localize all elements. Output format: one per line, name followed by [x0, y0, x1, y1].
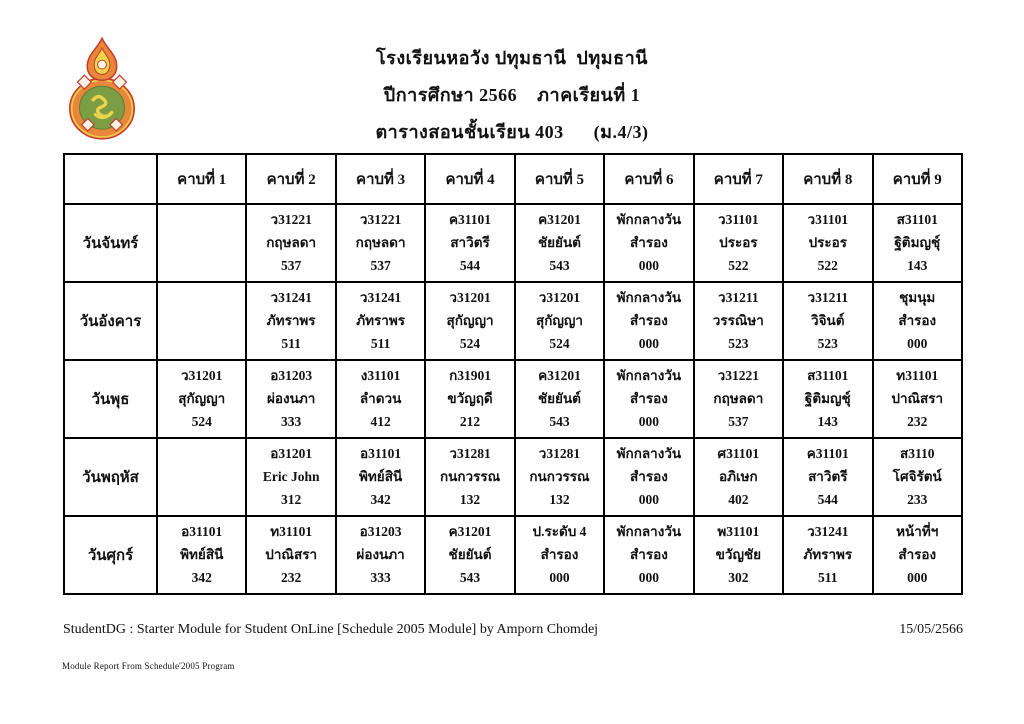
schedule-cell [515, 360, 604, 438]
teacher-name: ปาณิสรา [265, 547, 318, 562]
subject-code: ว31281 [449, 446, 491, 461]
day-row-3 [64, 360, 962, 438]
subject-code: ว31241 [270, 290, 312, 305]
teacher-name: ภัทราพร [266, 313, 316, 328]
subject-code: ว31221 [359, 212, 402, 227]
schedule-cell-content [426, 520, 513, 590]
subject-code: อ31203 [359, 524, 402, 539]
report-date: 15/05/2566 [899, 622, 963, 637]
schedule-cell-content [695, 520, 782, 590]
module-report-note: Module Report From Schedule'2005 Program [62, 661, 235, 671]
schedule-cell [694, 438, 783, 516]
subject-code: พักกลางวัน [616, 290, 682, 305]
room-number: 511 [281, 336, 301, 351]
subject-code: ว31201 [449, 290, 491, 305]
subject-code: ง31101 [360, 368, 401, 383]
schedule-cell-content [784, 520, 871, 590]
schedule-cell [873, 282, 963, 360]
teacher-name: ภัทราพร [803, 547, 853, 562]
schedule-cell-content [695, 364, 782, 434]
day-label: วันศุกร์ [64, 516, 157, 594]
subject-code: ชุมนุม [899, 290, 936, 305]
period-header-9: คาบที่ 9 [873, 154, 963, 204]
schedule-cell [873, 204, 963, 282]
schedule-cell-content [874, 442, 962, 512]
schedule-cell [783, 516, 872, 594]
schedule-cell [604, 204, 693, 282]
subject-code: ค31101 [806, 446, 849, 461]
schedule-cell [425, 516, 514, 594]
subject-code: อ31203 [270, 368, 313, 383]
room-number: 000 [638, 258, 660, 273]
teacher-name: กนกวรรณ [529, 469, 590, 484]
subject-code: พักกลางวัน [616, 524, 682, 539]
subject-code: พักกลางวัน [616, 446, 682, 461]
room-number: 524 [191, 414, 212, 429]
teacher-name: ประอร [808, 235, 847, 250]
schedule-cell [694, 360, 783, 438]
schedule-table-body [64, 204, 962, 594]
schedule-cell-content [874, 364, 962, 434]
teacher-name: ฐิติมญชุ์ [894, 235, 941, 250]
schedule-cell [157, 516, 246, 594]
teacher-name: สาวิตรี [808, 469, 848, 484]
schedule-cell [425, 438, 514, 516]
schedule-cell-content [874, 520, 962, 590]
subject-code: ว31211 [718, 290, 759, 305]
subject-code: ว31101 [718, 212, 759, 227]
schedule-cell-content [158, 520, 245, 590]
schedule-cell [425, 360, 514, 438]
room-number: 523 [728, 336, 749, 351]
room-number: 132 [549, 492, 570, 507]
period-header-2: คาบที่ 2 [246, 154, 335, 204]
subject-code: อ31101 [181, 524, 223, 539]
schedule-cell-content [337, 208, 424, 278]
teacher-name: สำรอง [540, 547, 579, 562]
room-number: 233 [907, 492, 928, 507]
schedule-cell [604, 438, 693, 516]
schedule-cell [515, 282, 604, 360]
room-number: 342 [191, 570, 212, 585]
teacher-name: ผ่องนภา [266, 391, 316, 406]
room-number: 232 [281, 570, 302, 585]
teacher-name: สำรอง [630, 469, 668, 484]
room-number: 232 [907, 414, 928, 429]
teacher-name: ผ่องนภา [356, 547, 405, 562]
teacher-name: โศจิรัตน์ [892, 469, 942, 484]
room-number: 543 [549, 258, 570, 273]
room-number: 537 [281, 258, 302, 273]
room-number: 544 [817, 492, 838, 507]
schedule-cell-content [516, 520, 603, 590]
subject-code: ค31101 [449, 212, 492, 227]
teacher-name: สำรอง [630, 313, 668, 328]
period-header-5: คาบที่ 5 [515, 154, 604, 204]
schedule-cell-content [874, 286, 962, 356]
schedule-cell [425, 204, 514, 282]
teacher-name: ลำดวน [359, 391, 402, 406]
subject-code: ศ31101 [717, 446, 760, 461]
schedule-cell-content [426, 364, 513, 434]
room-number: 342 [370, 492, 391, 507]
teacher-name: ชัยยันต์ [537, 235, 581, 250]
subject-code: ส31101 [896, 212, 938, 227]
schedule-cell-content [516, 286, 603, 356]
teacher-name: พิทย์สินี [359, 469, 403, 484]
schedule-cell [157, 438, 246, 516]
day-label: วันอังคาร [64, 282, 157, 360]
room-number: 000 [638, 492, 660, 507]
schedule-cell-content [605, 286, 692, 356]
teacher-name: Eric John [262, 469, 320, 484]
schedule-cell [246, 282, 335, 360]
subject-code: ท31101 [896, 368, 939, 383]
schedule-cell [873, 438, 963, 516]
schedule-cell [246, 360, 335, 438]
schedule-cell-content [426, 208, 513, 278]
teacher-name: สำรอง [630, 391, 668, 406]
room-number: 537 [728, 414, 749, 429]
schedule-cell-content [337, 286, 424, 356]
teacher-name: กฤษลดา [266, 235, 317, 250]
period-header-4: คาบที่ 4 [425, 154, 514, 204]
room-number: 143 [817, 414, 838, 429]
subject-code: อ31201 [270, 446, 313, 461]
day-label: วันพุธ [64, 360, 157, 438]
day-row-2 [64, 282, 962, 360]
room-number: 544 [459, 258, 481, 273]
period-header-1: คาบที่ 1 [157, 154, 246, 204]
room-number: 000 [907, 336, 928, 351]
header-row [64, 154, 962, 204]
subject-code: พ31101 [717, 524, 760, 539]
schedule-cell-content [874, 208, 962, 278]
room-number: 000 [549, 570, 570, 585]
schedule-cell [694, 516, 783, 594]
room-number: 537 [370, 258, 391, 273]
schedule-cell [246, 516, 335, 594]
schedule-cell-content [605, 520, 692, 590]
schedule-cell [604, 516, 693, 594]
subject-code: ว31221 [717, 368, 760, 383]
teacher-name: ขวัญชัย [715, 547, 762, 562]
subject-code: ว31211 [807, 290, 849, 305]
subject-code: พักกลางวัน [616, 368, 682, 383]
schedule-cell-content [337, 520, 424, 590]
schedule-cell-content [426, 286, 513, 356]
schedule-cell [336, 282, 425, 360]
teacher-name: กฤษลดา [355, 235, 406, 250]
room-number: 511 [370, 336, 391, 351]
schedule-cell-content [247, 442, 334, 512]
schedule-cell [336, 360, 425, 438]
schedule-cell [157, 282, 246, 360]
teacher-name: อภิเษก [718, 469, 758, 484]
subject-code: ว31281 [538, 446, 581, 461]
subject-code: ว31101 [807, 212, 849, 227]
schedule-cell-content [247, 364, 334, 434]
schedule-cell-content [784, 286, 871, 356]
teacher-name: สาวิตรี [450, 235, 490, 250]
room-number: 412 [370, 414, 391, 429]
day-row-4 [64, 438, 962, 516]
module-credit-text: StudentDG : Starter Module for Student OnLine [Schedule 2005 Module] by Amporn Chomdej [63, 622, 599, 637]
schedule-cell [246, 204, 335, 282]
room-number: 524 [459, 336, 481, 351]
schedule-cell-content [784, 442, 871, 512]
schedule-cell-content [695, 286, 782, 356]
schedule-cell [157, 204, 246, 282]
period-header-7: คาบที่ 7 [694, 154, 783, 204]
schedule-cell-content [247, 208, 334, 278]
schedule-cell-content [605, 208, 692, 278]
day-row-5 [64, 516, 962, 594]
teacher-name: สำรอง [898, 313, 937, 328]
schedule-cell-content [426, 442, 513, 512]
subject-code: ท31101 [270, 524, 313, 539]
subject-code: ว31241 [807, 524, 849, 539]
schedule-table-head [64, 154, 962, 204]
schedule-cell-content [337, 364, 424, 434]
schedule-cell [604, 282, 693, 360]
schedule-cell-content [695, 208, 782, 278]
teacher-name: กฤษลดา [713, 391, 764, 406]
teacher-name: วรรณิษา [712, 313, 764, 328]
period-header-3: คาบที่ 3 [336, 154, 425, 204]
academic-year-title: ปีการศึกษา 2566 ภาคเรียนที่ 1 [383, 85, 641, 105]
schedule-cell-content [784, 208, 871, 278]
schedule-table [63, 153, 963, 595]
subject-code: ว31221 [270, 212, 312, 227]
room-number: 522 [817, 258, 838, 273]
subject-code: ค31201 [538, 368, 581, 383]
subject-code: ค31201 [538, 212, 581, 227]
day-row-1 [64, 204, 962, 282]
schedule-cell-content [605, 364, 692, 434]
teacher-name: กนกวรรณ [439, 469, 501, 484]
room-number: 302 [728, 570, 749, 585]
room-number: 143 [907, 258, 928, 273]
schedule-cell-content [247, 286, 334, 356]
teacher-name: สำรอง [898, 547, 937, 562]
room-number: 543 [459, 570, 481, 585]
schedule-cell [783, 438, 872, 516]
schedule-cell [604, 360, 693, 438]
room-number: 132 [459, 492, 481, 507]
class-schedule-title: ตารางสอนชั้นเรียน 403 (ม.4/3) [375, 122, 649, 142]
table-corner-cell [64, 154, 157, 204]
teacher-name: พิทย์สินี [180, 547, 224, 562]
room-number: 524 [549, 336, 570, 351]
teacher-name: ชัยยันต์ [537, 391, 581, 406]
subject-code: หน้าที่ฯ [896, 524, 939, 539]
schedule-cell [694, 204, 783, 282]
teacher-name: ปาณิสรา [891, 391, 944, 406]
schedule-cell [694, 282, 783, 360]
day-label: วันจันทร์ [64, 204, 157, 282]
teacher-name: สำรอง [630, 235, 668, 250]
teacher-name: สุกัญญา [178, 391, 226, 406]
subject-code: ว31241 [359, 290, 402, 305]
subject-code: ค31201 [448, 524, 492, 539]
room-number: 333 [281, 414, 302, 429]
room-number: 000 [638, 414, 660, 429]
schedule-cell [246, 438, 335, 516]
day-label: วันพฤหัส [64, 438, 157, 516]
schedule-cell-content [158, 364, 245, 434]
room-number: 522 [728, 258, 749, 273]
room-number: 523 [817, 336, 838, 351]
room-number: 333 [370, 570, 391, 585]
schedule-cell-content [695, 442, 782, 512]
schedule-cell-content [516, 208, 603, 278]
schedule-cell [873, 360, 963, 438]
teacher-name: ฐิติมญชุ์ [804, 391, 851, 406]
schedule-cell [515, 204, 604, 282]
schedule-cell-content [784, 364, 871, 434]
period-header-8: คาบที่ 8 [783, 154, 872, 204]
subject-code: อ31101 [360, 446, 402, 461]
schedule-cell [336, 516, 425, 594]
schedule-cell [336, 204, 425, 282]
schedule-cell [336, 438, 425, 516]
subject-code: ส3110 [900, 446, 935, 461]
room-number: 000 [907, 570, 928, 585]
subject-code: ว31201 [181, 368, 223, 383]
schedule-cell [783, 204, 872, 282]
room-number: 543 [549, 414, 570, 429]
room-number: 312 [281, 492, 302, 507]
teacher-name: สุกัญญา [535, 313, 583, 328]
schedule-cell-content [605, 442, 692, 512]
room-number: 000 [638, 570, 660, 585]
teacher-name: ประอร [719, 235, 758, 250]
schedule-cell [157, 360, 246, 438]
schedule-cell [515, 438, 604, 516]
subject-code: ส31101 [807, 368, 849, 383]
room-number: 212 [459, 414, 481, 429]
teacher-name: ภัทราพร [356, 313, 405, 328]
room-number: 511 [818, 570, 838, 585]
schedule-cell-content [337, 442, 424, 512]
school-name-title: โรงเรียนหอวัง ปทุมธานี ปทุมธานี [376, 48, 648, 68]
schedule-cell [783, 282, 872, 360]
schedule-cell [873, 516, 963, 594]
schedule-cell-content [247, 520, 334, 590]
room-number: 000 [638, 336, 660, 351]
room-number: 402 [728, 492, 749, 507]
subject-code: ว31201 [538, 290, 581, 305]
report-header [0, 40, 1024, 151]
schedule-cell-content [516, 442, 603, 512]
teacher-name: ขวัญฤดี [447, 391, 493, 406]
report-footer [63, 622, 963, 638]
subject-code: พักกลางวัน [616, 212, 682, 227]
teacher-name: วิจินต์ [811, 313, 845, 328]
teacher-name: สุกัญญา [446, 313, 494, 328]
teacher-name: สำรอง [630, 547, 668, 562]
subject-code: ก31901 [449, 368, 491, 383]
schedule-cell [425, 282, 514, 360]
schedule-cell [783, 360, 872, 438]
period-header-6: คาบที่ 6 [604, 154, 693, 204]
schedule-cell-content [516, 364, 603, 434]
subject-code: ป.ระดับ 4 [532, 524, 587, 539]
schedule-cell [515, 516, 604, 594]
teacher-name: ชัยยันต์ [448, 547, 492, 562]
